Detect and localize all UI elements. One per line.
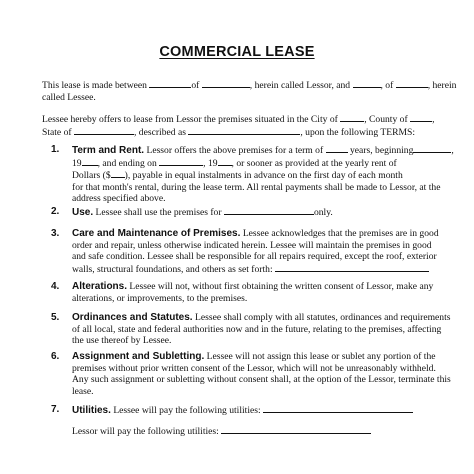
clause-text: order and repair, unless otherwise indicated herein. Lessee will maintain the premises in good	[72, 239, 432, 251]
intro-text: , of	[380, 80, 394, 91]
intro-line-2: called Lessee.	[42, 91, 96, 103]
premises-text: Lessee hereby offers to lease from Lessor the premises situated in the City of	[42, 114, 338, 125]
lessee-name-blank	[353, 79, 381, 88]
clause-care-and-maintenance	[51, 228, 461, 275]
rent-amount-blank	[111, 169, 125, 178]
lessee-utilities-blank	[263, 404, 413, 413]
clause-assignment-and-subletting	[51, 351, 461, 397]
repairs-exceptions-blank	[275, 263, 429, 272]
clause-text: of all local, state and federal authorities now and in the future, relating to the premises, affecting	[72, 323, 442, 335]
clause-number: 2.	[51, 206, 60, 217]
clause-text: 19	[72, 157, 82, 169]
clause-text: Lessee acknowledges that the premises are in good	[242, 228, 439, 239]
term-years-blank	[326, 144, 348, 153]
clause-text: walls, structural foundations, and others as set forth:	[72, 263, 273, 275]
begin-date-blank	[413, 144, 451, 153]
clause-text: only.	[313, 207, 333, 218]
clause-line	[72, 228, 461, 240]
end-date-blank	[159, 157, 203, 166]
lessor-name-blank	[149, 79, 191, 88]
use-purpose-blank	[224, 206, 314, 215]
clause-heading: Assignment and Subletting.	[72, 351, 205, 362]
intro-paragraph	[42, 79, 458, 103]
county-blank	[410, 113, 432, 122]
clause-heading: Term and Rent.	[72, 145, 145, 156]
document-title: COMMERCIAL LEASE	[159, 44, 315, 60]
clause-heading: Utilities.	[72, 405, 111, 416]
clause-alterations	[51, 281, 461, 304]
clause-text: Lessor offers the above premises for a term of	[146, 145, 324, 156]
lessor-utilities-blank	[221, 425, 371, 434]
clause-line	[72, 351, 461, 363]
clause-term-and-rent	[51, 144, 461, 205]
clause-heading: Alterations.	[72, 281, 128, 292]
premises-line-2	[42, 126, 458, 139]
clause-heading: Care and Maintenance of Premises.	[72, 228, 241, 239]
clause-line	[72, 404, 461, 417]
lessor-address-blank	[202, 79, 250, 88]
clause-number: 5.	[51, 312, 60, 323]
clause-heading: Use.	[72, 207, 94, 218]
intro-text: This lease is made between	[42, 80, 147, 91]
premises-text: , upon the following TERMS:	[300, 126, 416, 138]
clause-text: alterations, or improvements, to the premises.	[72, 292, 248, 304]
clause-utilities	[51, 404, 461, 437]
clause-number: 1.	[51, 144, 60, 155]
clause-line	[72, 263, 461, 276]
clause-heading: Ordinances and Statutes.	[72, 312, 193, 323]
clause-text: Lessor will pay the following utilities:	[72, 425, 219, 437]
clause-text: Lessee will not assign this lease or sublet any portion of the	[206, 351, 436, 362]
premises-text: , described as	[133, 126, 186, 138]
intro-text: , herein called Lessor, and	[249, 80, 351, 91]
clause-text: Lessee will not, without first obtaining the written consent of Lessor, make any	[129, 281, 434, 292]
premises-text: State of	[42, 126, 72, 138]
clause-number: 4.	[51, 281, 60, 292]
clause-line	[72, 206, 461, 219]
state-blank	[74, 126, 134, 135]
clause-line	[72, 425, 461, 438]
clause-text: Any such assignment or subletting without consent shall, at the option of the Lessor, terminate this	[72, 374, 451, 386]
begin-year-blank	[82, 157, 98, 166]
end-year-blank	[218, 157, 232, 166]
clause-line	[72, 312, 461, 324]
clause-text: ), payable in equal instalments in advance on the first day of each month	[124, 170, 403, 182]
clause-text: for that month's rental, during the lease term. All rental payments shall be made to Lessor, at the	[72, 181, 441, 193]
clause-number: 6.	[51, 351, 60, 362]
clause-text: , or sooner as provided at the yearly rent of	[231, 157, 397, 169]
clause-text: , and ending on	[97, 157, 157, 169]
clause-text: Lessee shall use the premises for	[95, 207, 222, 218]
clause-text: premises without prior written consent of the Lessor, which will not be unreasonably withheld.	[72, 362, 436, 374]
clause-text: Lessee will pay the following utilities:	[113, 405, 261, 416]
clause-number: 7.	[51, 404, 60, 415]
premises-text: , County of	[364, 114, 408, 125]
premises-text: ,	[432, 114, 435, 125]
clause-number: 3.	[51, 228, 60, 239]
clause-text: and safe condition. Lessee shall be responsible for all repairs required, except the roof, exterior	[72, 251, 437, 263]
clause-line	[72, 281, 461, 293]
city-blank	[340, 113, 364, 122]
premises-paragraph	[42, 113, 458, 138]
lessee-address-blank	[396, 79, 428, 88]
clause-text: the use thereof by Lessee.	[72, 335, 172, 347]
description-blank	[188, 126, 300, 135]
clause-ordinances-and-statutes	[51, 312, 461, 347]
clause-line	[72, 157, 461, 170]
intro-text: of	[191, 80, 200, 91]
clause-text: lease.	[72, 385, 94, 397]
clause-text: Dollars ($	[72, 170, 111, 182]
clause-use	[51, 206, 461, 219]
intro-text: , herein	[427, 80, 457, 91]
clause-text: years, beginning	[349, 145, 414, 156]
clause-text: , 19	[203, 157, 218, 169]
premises-line-1	[42, 113, 458, 126]
clause-text: address specified above.	[72, 193, 166, 205]
clause-text: Lessee shall comply with all statutes, ordinances and requirements	[195, 312, 451, 323]
intro-line-1	[42, 79, 458, 92]
clause-line	[72, 169, 461, 182]
clause-line: Term and Rent. Lessor offers the above premises for a term of years, beginning ,	[72, 145, 454, 156]
